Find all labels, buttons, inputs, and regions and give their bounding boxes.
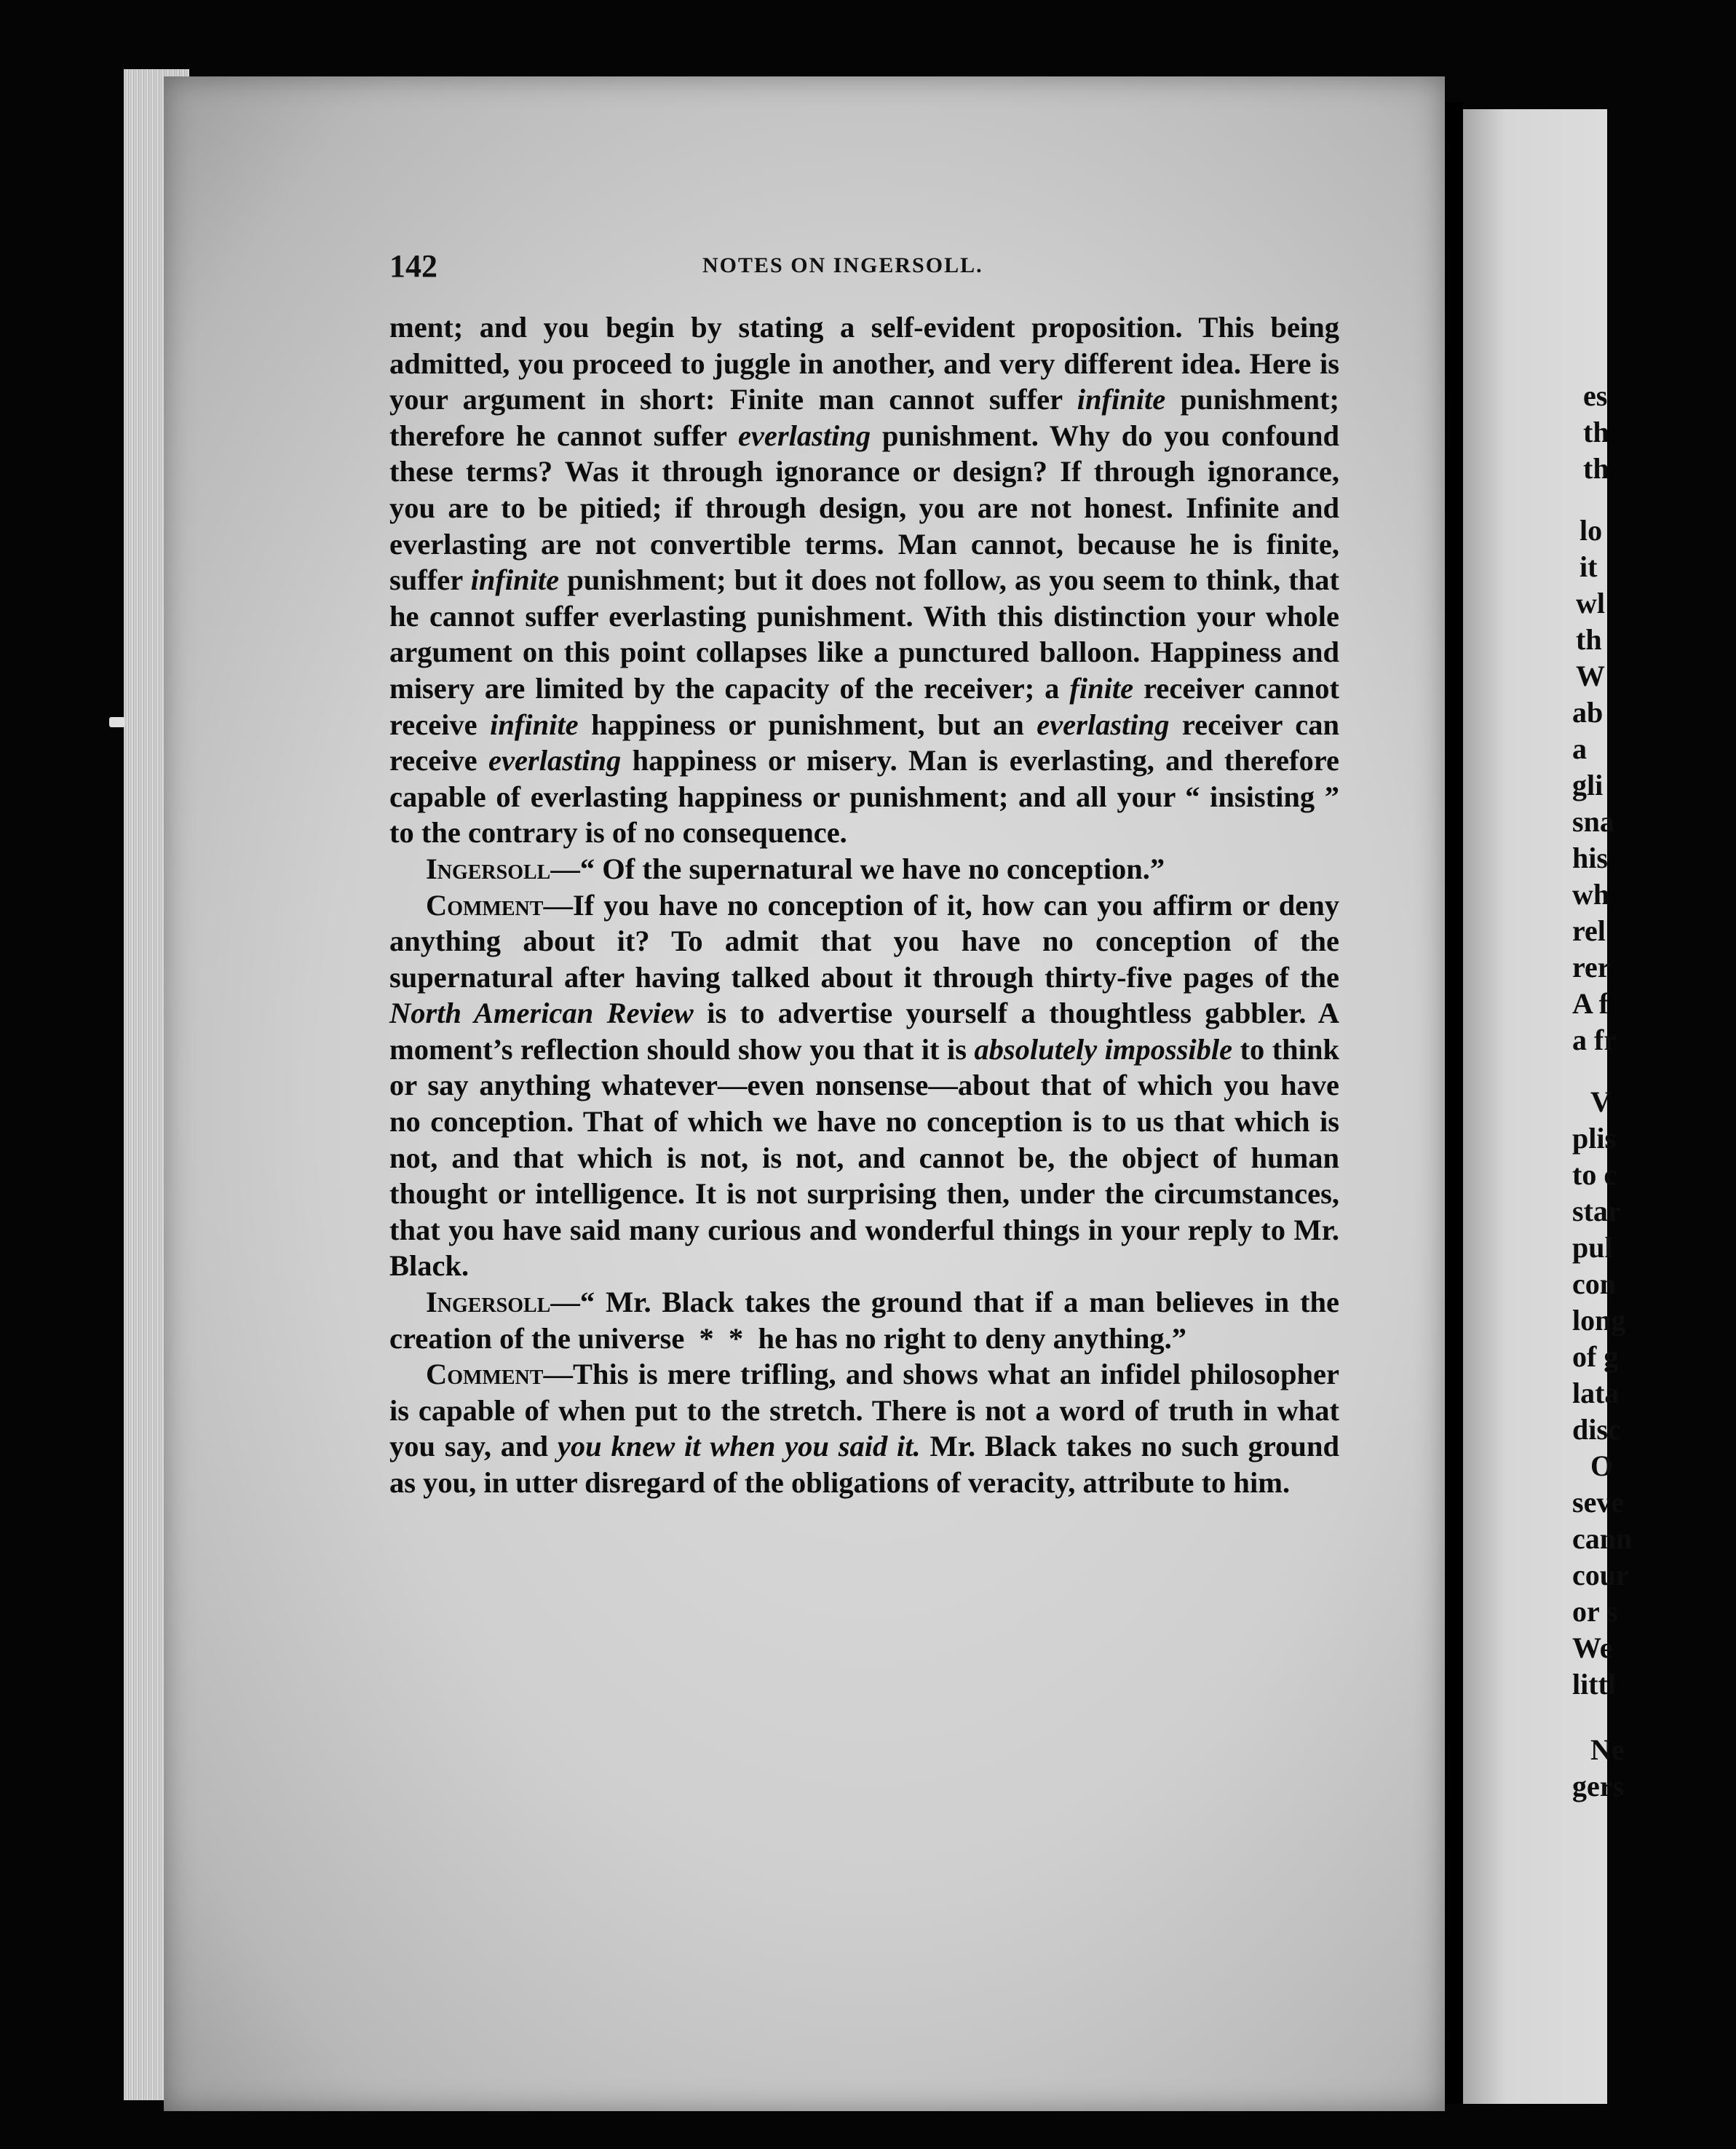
facing-page-fragment: th: [1583, 452, 1609, 485]
facing-page-fragment: of g: [1572, 1340, 1619, 1373]
facing-page-fragment: A f: [1572, 987, 1609, 1020]
facing-page-fragment: th: [1576, 623, 1602, 656]
page-tab-marker: [109, 717, 125, 727]
facing-page-fragment: O: [1590, 1449, 1614, 1482]
facing-page-fragment: rer: [1572, 951, 1611, 984]
facing-page-fragment: cour: [1572, 1559, 1629, 1591]
running-head: NOTES ON INGERSOLL.: [702, 253, 983, 277]
facing-page-fragment: seve: [1572, 1486, 1625, 1519]
facing-page-fragment: lata: [1572, 1377, 1620, 1409]
facing-page-fragment: to c: [1572, 1158, 1617, 1191]
facing-page-fragment: Ne: [1590, 1733, 1625, 1766]
facing-page-fragment: We: [1572, 1631, 1613, 1664]
facing-page-fragment: rel: [1572, 914, 1606, 947]
facing-page-fragment: gers: [1572, 1770, 1625, 1802]
paragraph-3: Comment—If you have no conception of it, how can you affirm or deny anything about it? To admit that you have no conception of the supernatural after having talked about it through thirty-five pages of the North American Review is to advertise yourself a thoughtless gabbler. A moment’s reflection should show you that it is absolutely impossible to think or say anything whatever—even nonsense—about that of which you have no conception. That of which we have no conception is to us that which is not, and that which is not, is not, and cannot be, the object of human thought or intelligence. It is not surprising then, under the circumstances, that you have said many curious and wonderful things in your reply to Mr. Black.: [389, 888, 1340, 1283]
facing-page-fragment: long: [1572, 1304, 1626, 1337]
facing-page-fragment: con: [1572, 1267, 1616, 1300]
facing-page-fragment: plis: [1572, 1122, 1617, 1155]
paragraph-2: Ingersoll—“ Of the supernatural we have no conception.”: [426, 852, 1165, 885]
facing-page-fragment: star: [1572, 1195, 1621, 1227]
facing-page-fragment: ab: [1572, 696, 1604, 729]
facing-page-fragment: it: [1580, 550, 1598, 583]
facing-page-fragment: or s: [1572, 1595, 1618, 1628]
paragraph-4: Ingersoll—“ Mr. Black takes the ground that if a man believes in the creation of the universe * * he has no right to deny anything.”: [389, 1286, 1339, 1355]
page-header: [389, 248, 1328, 291]
facing-page-fragment: pul: [1572, 1231, 1613, 1264]
facing-page-fragment: cann: [1572, 1522, 1633, 1555]
body-text: [389, 309, 1339, 1501]
paragraph-1: ment; and you begin by stating a self-evident proposition. This being admitted, you proceed to juggle in another, and very different idea. Here is your argument in short: Finite man cannot suffer infinite punishment; therefore he cannot suffer everlasting punishment. Why do you confound these terms? Was it through ignorance or design? If through ignorance, you are to be pitied; if through design, you are not honest. Infinite and everlasting are not convertible terms. Man cannot, because he is finite, suffer infinite punishment; but it does not follow, as you seem to think, that he cannot suffer everlasting punishment. With this distinction your whole argument on this point collapses like a punctured balloon. Happiness and misery are limited by the capacity of the receiver; a finite receiver cannot receive infinite happiness or punishment, but an everlasting receiver can receive everlasting happiness or misery. Man is everlasting, and therefore capable of everlasting happiness or punishment; and all your “ insisting ” to the contrary is of no consequence.: [389, 311, 1340, 850]
facing-page-fragment: th: [1583, 416, 1609, 448]
facing-page-fragment: a: [1572, 732, 1587, 765]
facing-page-fragment: lo: [1580, 514, 1603, 547]
facing-page-fragment: littl: [1572, 1668, 1616, 1701]
facing-page-fragment: V: [1590, 1085, 1612, 1118]
book-gutter: [1445, 102, 1463, 2104]
facing-page-fragment: wh: [1572, 878, 1610, 911]
facing-page-fragment: W: [1576, 660, 1605, 692]
facing-page-fragment: a fr: [1572, 1024, 1617, 1056]
paragraph-5: Comment—This is mere trifling, and shows what an infidel philosopher is capable of when put to the stretch. There is not a word of truth in what you say, and you knew it when you said it. Mr. Black takes no such ground as you, in utter disregard of the obligations of veracity, attribute to him.: [389, 1358, 1339, 1499]
page-number: 142: [389, 248, 437, 284]
facing-page-fragment: gli: [1572, 769, 1604, 802]
facing-page-fragment: disc: [1572, 1413, 1621, 1446]
facing-page-fragment: his: [1572, 842, 1608, 874]
facing-page-fragment: wl: [1576, 587, 1605, 620]
facing-page-fragment: es: [1583, 379, 1608, 412]
facing-page-fragment: sna: [1572, 805, 1614, 838]
